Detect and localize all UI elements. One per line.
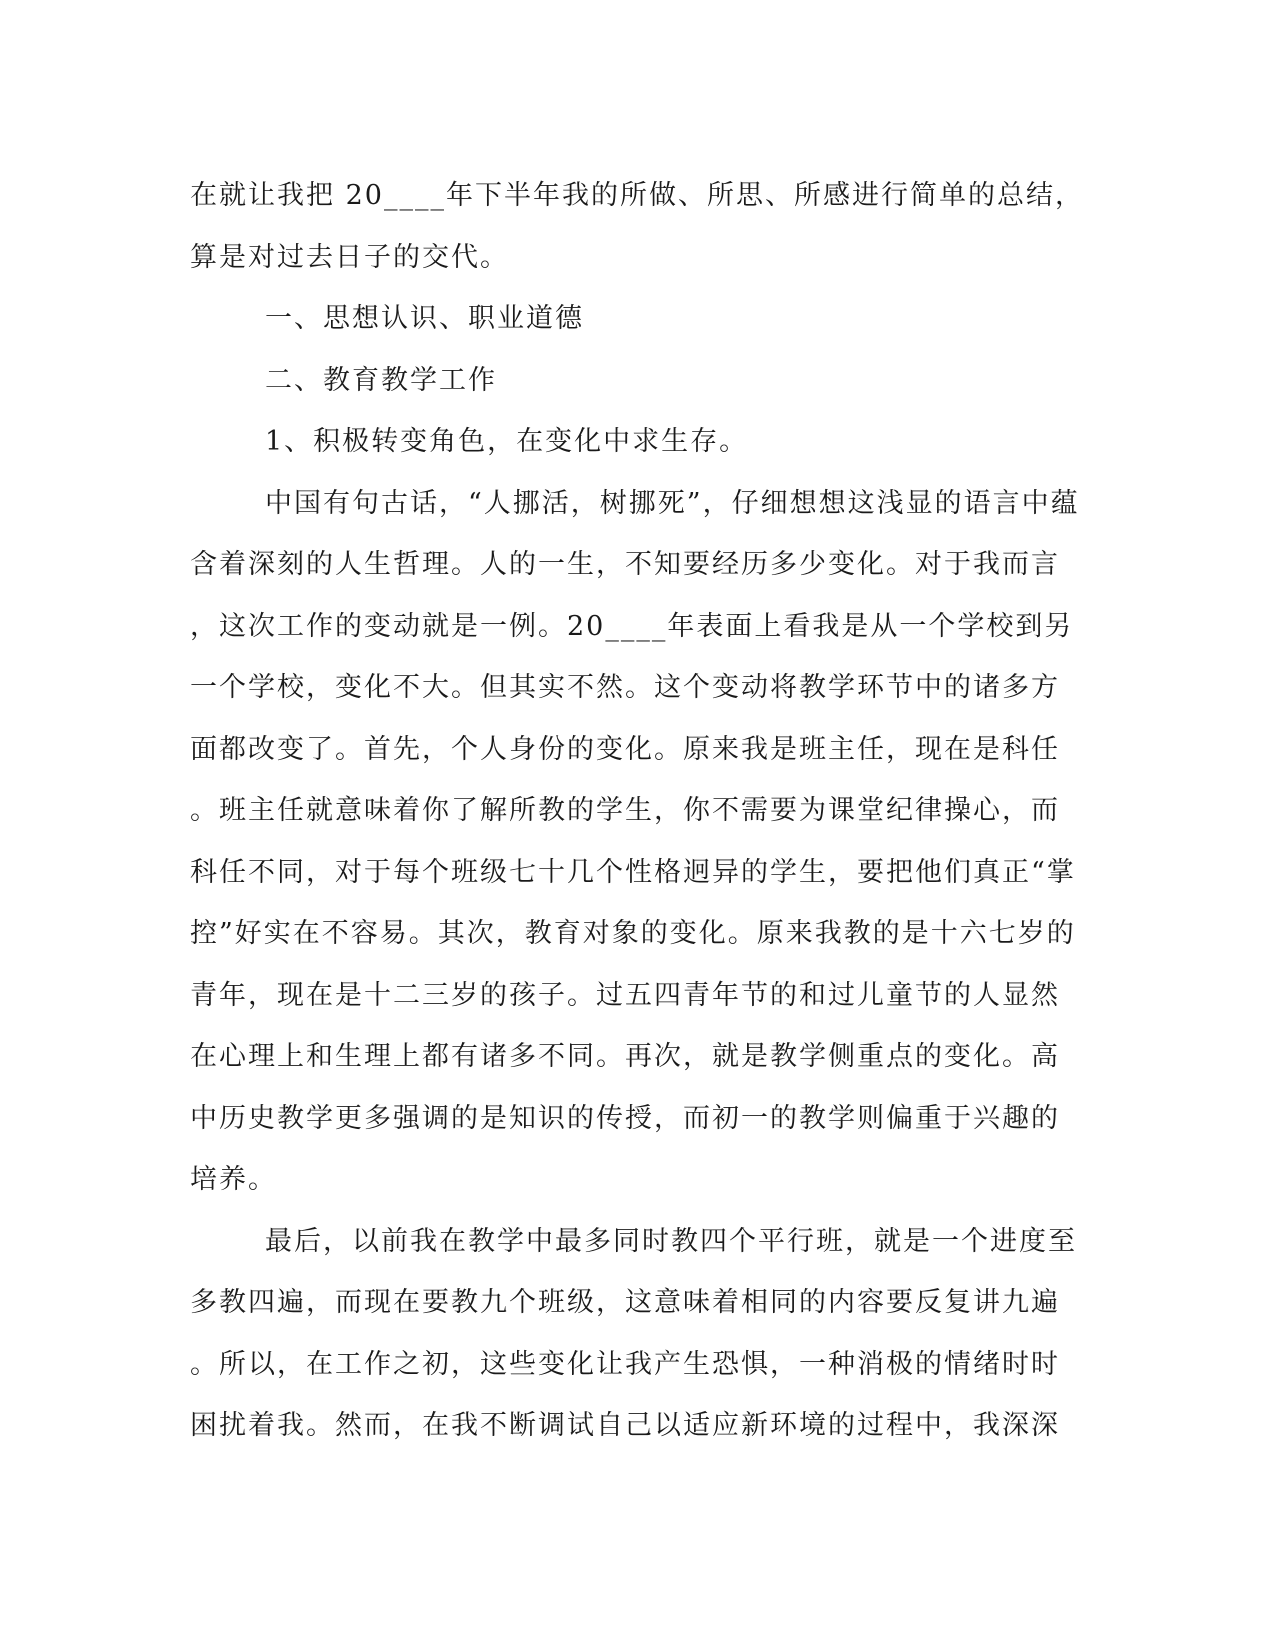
text-line: 。班主任就意味着你了解所教的学生，你不需要为课堂纪律操心，而 <box>190 795 1060 826</box>
text-line: 青年，现在是十二三岁的孩子。过五四青年节的和过儿童节的人显然 <box>190 979 1060 1011</box>
section-heading: 二、教育教学工作 <box>265 364 497 396</box>
text-line: 算是对过去日子的交代。 <box>190 241 509 273</box>
section-heading: 一、思想认识、职业道德 <box>265 303 584 334</box>
text-line: 中国有句古话，“人挪活，树挪死”，仔细想想这浅显的语言中蕴 <box>265 487 1080 519</box>
text-line: 。所以，在工作之初，这些变化让我产生恐惧，一种消极的情绪时时 <box>190 1348 1060 1380</box>
text-line: 科任不同，对于每个班级七十几个性格迥异的学生，要把他们真正“掌 <box>190 856 1076 888</box>
text-line: 在就让我把 20____年下半年我的所做、所思、所感进行简单的总结， <box>190 180 1084 211</box>
text-line: 困扰着我。然而，在我不断调试自己以适应新环境的过程中，我深深 <box>190 1410 1060 1441</box>
text-line: 在心理上和生理上都有诸多不同。再次，就是教学侧重点的变化。高 <box>190 1041 1060 1072</box>
text-line: 一个学校，变化不大。但其实不然。这个变动将教学环节中的诸多方 <box>190 672 1060 703</box>
text-line: 中历史教学更多强调的是知识的传授，而初一的教学则偏重于兴趣的 <box>190 1102 1060 1134</box>
text-line: 控”好实在不容易。其次，教育对象的变化。原来我教的是十六七岁的 <box>190 918 1076 949</box>
text-line: 面都改变了。首先，个人身份的变化。原来我是班主任，现在是科任 <box>190 733 1060 765</box>
subsection-heading: 1、积极转变角色，在变化中求生存。 <box>265 426 749 457</box>
text-line: 含着深刻的人生哲理。人的一生，不知要经历多少变化。对于我而言 <box>190 549 1060 580</box>
document-body <box>190 165 1084 1457</box>
text-line: 多教四遍，而现在要教九个班级，这意味着相同的内容要反复讲九遍 <box>190 1287 1060 1318</box>
text-line: 培养。 <box>190 1164 277 1195</box>
text-line: 最后，以前我在教学中最多同时教四个平行班，就是一个进度至 <box>265 1225 1077 1257</box>
text-line: ，这次工作的变动就是一例。20____年表面上看我是从一个学校到另 <box>190 610 1074 642</box>
